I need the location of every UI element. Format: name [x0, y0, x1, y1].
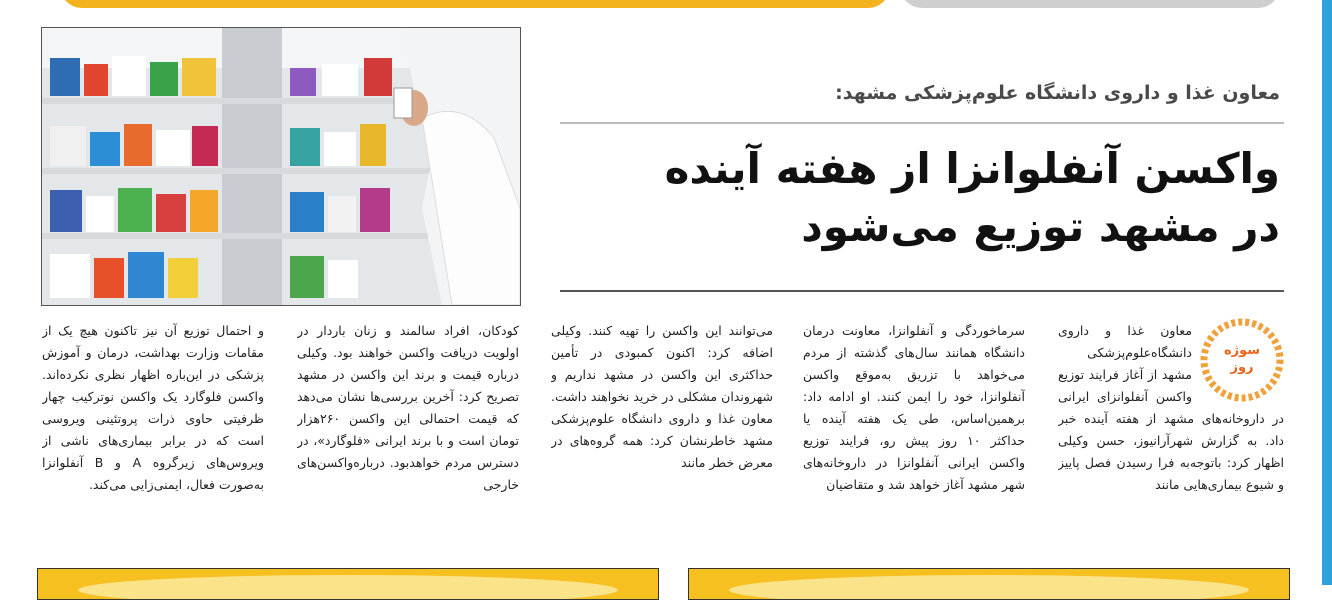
pharmacy-shelves-photo	[41, 27, 521, 306]
article-column-4: کودکان، افراد سالمند و زنان باردار در اولویت دریافت واکسن خواهند بود. وکیلی درباره قیمت و برند این واکسن در مشهد تصریح کرد: آخرین بررسی‌ها نشان می‌دهد که قیمت احتمالی این واکسن ۲۶۰هزار تومان است و با برند ایرانی «فلوگارد»، در دسترس مردم خواهدبود. درباره‌واکسن‌های خارجی	[297, 323, 519, 492]
article-headline	[560, 140, 1280, 256]
next-article-box-right	[688, 568, 1290, 600]
photo-illustration	[42, 28, 520, 305]
article-column-2: سرماخوردگی و آنفلوانزا، معاونت درمان دانشگاه همانند سال‌های گذشته از مردم می‌خواهد با تزریق به‌موقع واکسن آنفلوانزا، خود را ایمن کنند. او ادامه داد: برهمین‌اساس، طی یک هفته آینده یا حداکثر ۱۰ روز پیش رو، فرایند توزیع واکسن ایرانی آنفلوانزا در داروخانه‌های شهر مشهد آغاز خواهد شد و متقاضیان	[803, 323, 1025, 492]
headline-line-1: واکسن آنفلوانزا از هفته آینده	[664, 144, 1280, 193]
headline-line-2: در مشهد توزیع می‌شود	[801, 202, 1280, 251]
article-column-3: می‌توانند این واکسن را تهیه کنند. وکیلی اضافه کرد: اکنون کمبودی در تأمین حداکثری این واکسن در مشهد نداریم و شهروندان مشکلی در خرید نخواهند داشت. معاون غذا و داروی دانشگاه علوم‌پزشکی مشهد خاطرنشان کرد: همه گروه‌های در معرض خطر مانند	[551, 323, 773, 470]
headline-divider	[560, 290, 1284, 292]
badge-line-2: روز	[1230, 360, 1254, 375]
top-yellow-band	[60, 0, 890, 8]
top-gray-band	[900, 0, 1280, 8]
badge-line-1: سوژه	[1223, 343, 1261, 358]
article-column-5: و احتمال توزیع آن نیز تاکنون هیچ یک از مقامات وزارت بهداشت، درمان و آموزش پزشکی در این‌باره اظهار نظری نکرده‌اند. واکسن فلوگارد یک واکسن نوترکیب چهار ظرفیتی حاوی ذرات پروتئینی ویروسی است که در برابر بیماری‌های ناشی از ویروس‌های زیرگروه A و B آنفلوانزا به‌صورت فعال، ایمنی‌زایی می‌کند.	[42, 323, 264, 492]
kicker-divider	[560, 122, 1284, 124]
right-blue-stripe	[1322, 0, 1332, 585]
article-kicker: معاون غذا و داروی دانشگاه علوم‌پزشکی مشهد:	[835, 82, 1280, 104]
badge-float-space	[1192, 320, 1284, 404]
next-article-box-left	[37, 568, 659, 600]
article-column-1: معاون غذا و داروی دانشگاه‌علوم‌پزشکی مشهد از آغاز فرایند توزیع واکسن آنفلوانزای ایرانی در داروخانه‌های مشهد از هفته آینده خبر داد. به گزارش شهرآرانیوز، حسن وکیلی اظهار کرد: باتوجه‌به فرا رسیدن فصل پاییز و شیوع بیماری‌هایی مانند	[1058, 320, 1284, 540]
